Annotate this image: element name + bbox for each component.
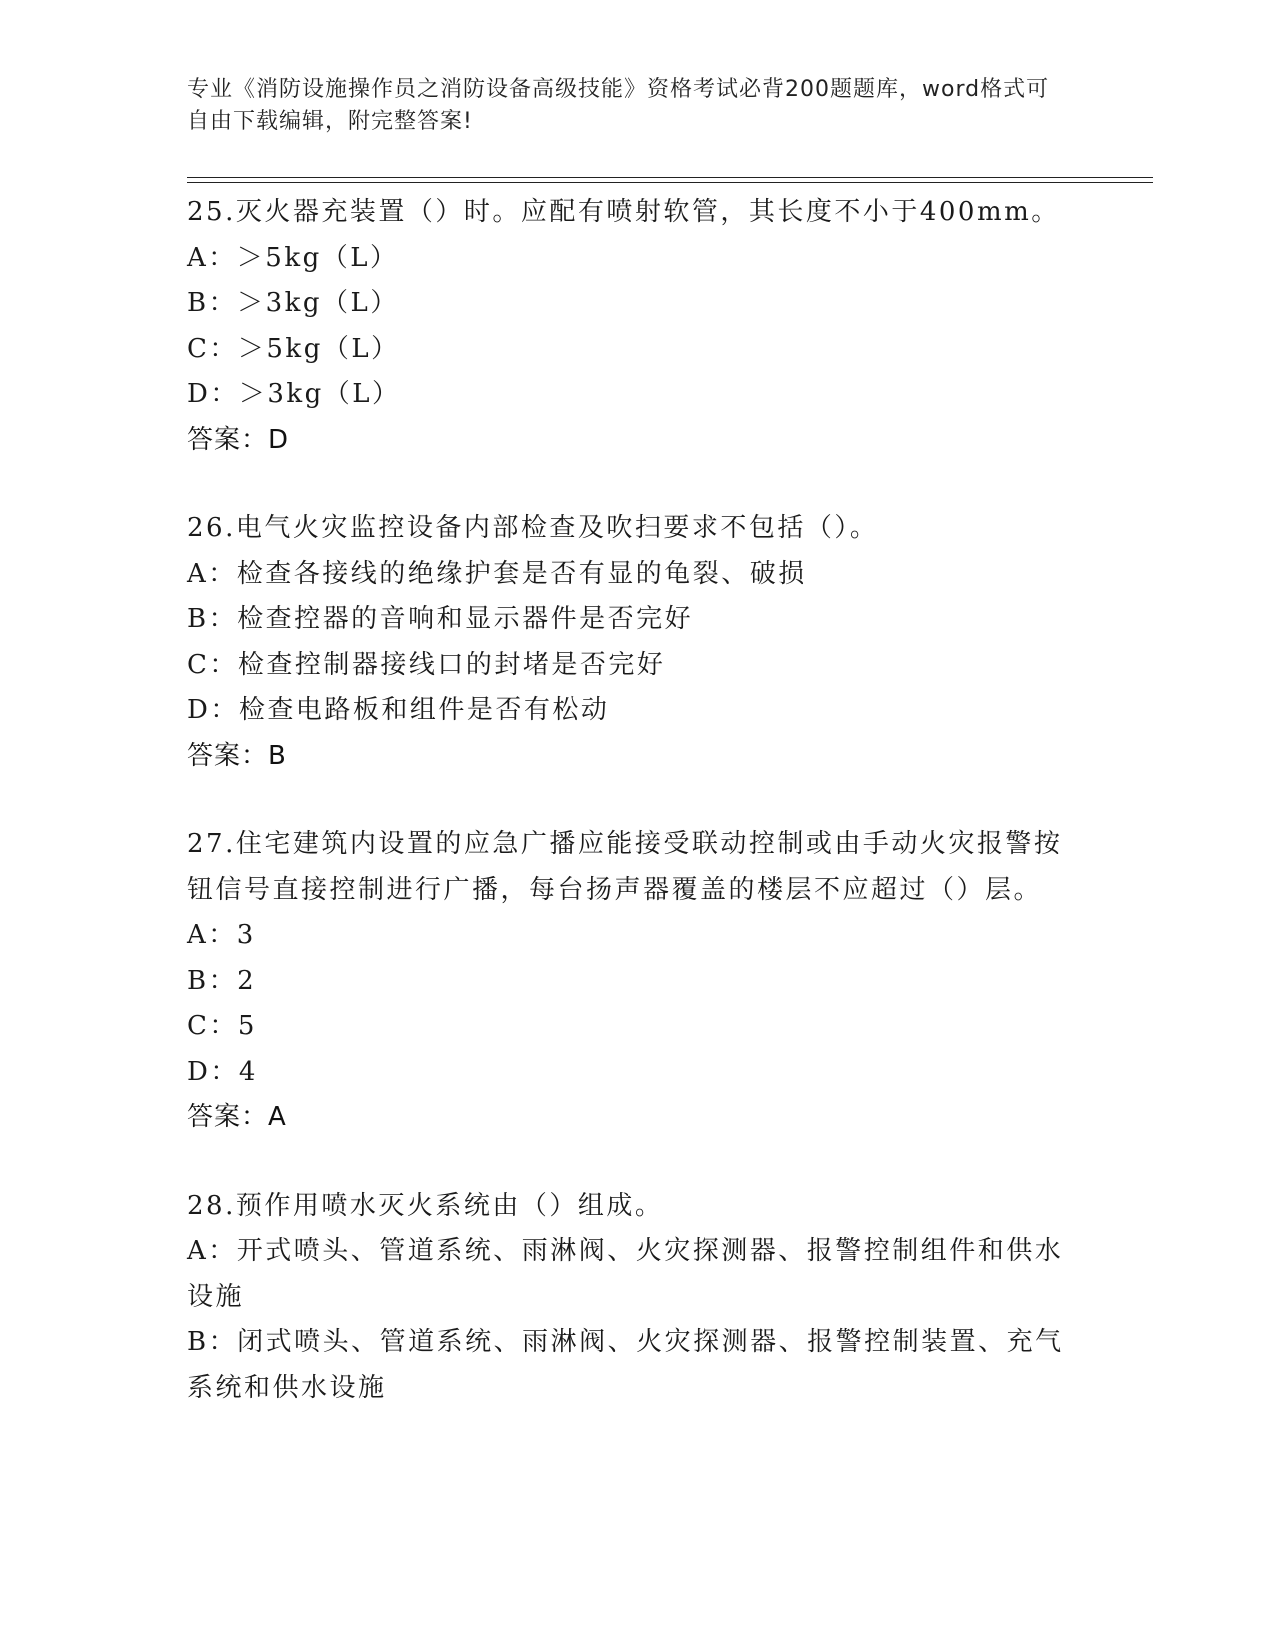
option-c: C：5 xyxy=(187,1011,257,1041)
header-rule-bottom xyxy=(187,182,1153,183)
option-c: C：＞5kg（L） xyxy=(187,333,400,364)
header-rule-top xyxy=(187,177,1153,178)
question-stem: 27.住宅建筑内设置的应急广播应能接受联动控制或由手动火灾报警按钮信号直接控制进行广播，每台扬声器覆盖的楼层不应超过（）层。 xyxy=(187,829,1063,905)
answer-line: 答案：D xyxy=(187,424,290,455)
option-d: D：4 xyxy=(187,1056,258,1087)
option-a: A：开式喷头、管道系统、雨淋阀、火灾探测器、报警控制组件和供水设施 xyxy=(187,1236,1064,1312)
option-a: A：检查各接线的绝缘护套是否有显的龟裂、破损 xyxy=(187,558,807,589)
question-stem: 25.灭火器充装置（）时。应配有喷射软管，其长度不小于400mm。 xyxy=(187,197,1060,227)
option-d: D：＞3kg（L） xyxy=(187,379,401,409)
option-c: C：检查控制器接线口的封堵是否完好 xyxy=(187,649,666,680)
option-b: B：＞3kg（L） xyxy=(187,288,399,318)
question-stem: 26.电气火灾监控设备内部检查及吹扫要求不包括（）。 xyxy=(187,513,879,543)
option-b: B：2 xyxy=(187,965,257,996)
option-b: B：检查控器的音响和显示器件是否完好 xyxy=(187,604,694,634)
question-26 xyxy=(187,506,1087,779)
option-a: A：＞5kg（L） xyxy=(187,242,399,273)
option-a: A：3 xyxy=(187,920,256,950)
question-list xyxy=(187,190,1087,1454)
answer-line: 答案：A xyxy=(187,1102,287,1132)
option-b: B：闭式喷头、管道系统、雨淋阀、火灾探测器、报警控制装置、充气系统和供水设施 xyxy=(187,1327,1064,1403)
answer-line: 答案：B xyxy=(187,740,287,771)
question-28 xyxy=(187,1184,1087,1412)
option-d: D：检查电路板和组件是否有松动 xyxy=(187,695,610,725)
question-stem: 28.预作用喷水灭火系统由（）组成。 xyxy=(187,1190,664,1221)
question-25 xyxy=(187,190,1087,463)
document-header: 专业《消防设施操作员之消防设备高级技能》资格考试必背200题题库，word格式可自由下载编辑，附完整答案! xyxy=(187,77,1050,134)
question-27 xyxy=(187,822,1087,1141)
